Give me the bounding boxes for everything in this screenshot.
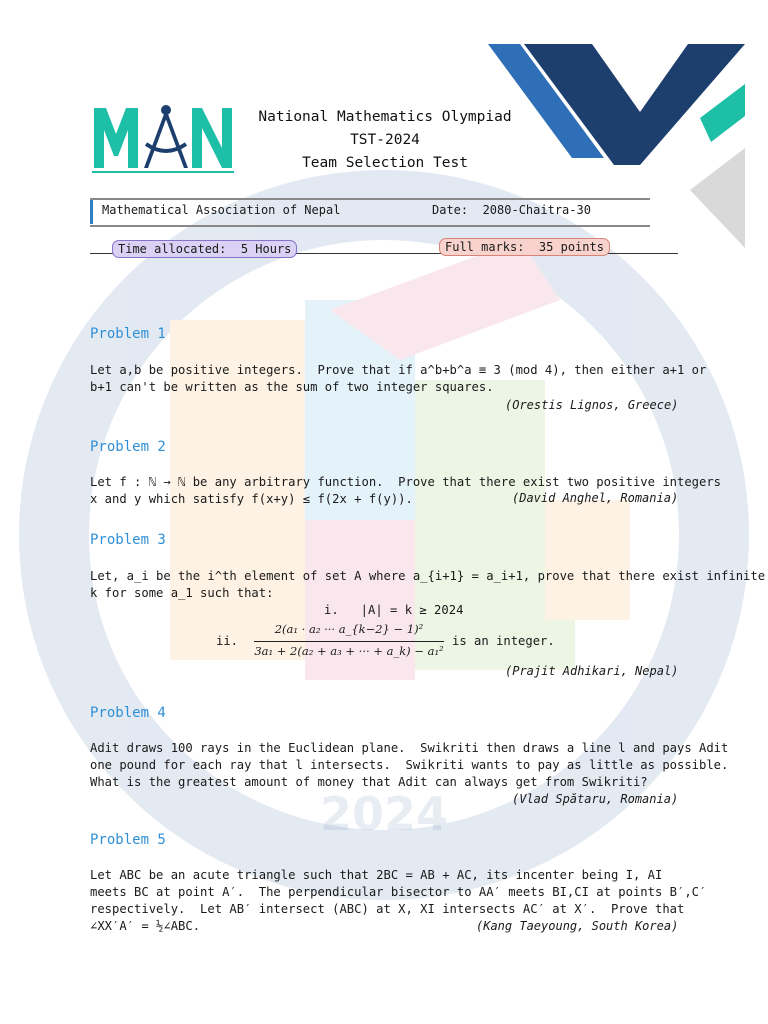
problem-2-author: (David Anghel, Romania)	[512, 491, 679, 505]
man-logo	[92, 100, 236, 172]
problem-4-line: What is the greatest amount of money that Adit can always get from Swikriti?	[90, 775, 648, 789]
problem-5-line: respectively. Let AB′ intersect (ABC) at X, XI intersects AC′ at X′. Prove that	[90, 902, 685, 916]
association-name: Mathematical Association of Nepal	[102, 203, 341, 217]
problem-3-line: Let, a_i be the i^th element of set A where a_{i+1} = a_i+1, prove that there exist infinite	[90, 569, 766, 583]
problem-4-line: Adit draws 100 rays in the Euclidean plane. Swikriti then draws a line l and pays Adit	[90, 741, 729, 755]
accent-bar	[90, 200, 93, 224]
olympiad-title	[230, 106, 540, 175]
problem-4-line: one pound for each ray that l intersects. Swikriti wants to pay as little as possible.	[90, 758, 729, 772]
fraction-bar	[254, 641, 444, 642]
problem-5-line: ∠XX′A′ = ½∠ABC.	[90, 919, 201, 933]
date-label: Date:	[432, 203, 469, 217]
svg-text:2024: 2024	[319, 787, 449, 841]
problem-1-line: b+1 can't be written as the sum of two integer squares.	[90, 380, 494, 394]
time-allocated-badge: Time allocated: 5 Hours	[112, 240, 297, 258]
divider	[90, 225, 650, 227]
problem-5-author: (Kang Taeyoung, South Korea)	[476, 919, 679, 933]
problem-4-author: (Vlad Spătaru, Romania)	[512, 792, 679, 806]
problem-1-text	[90, 362, 716, 396]
problem-3-heading: Problem 3	[90, 532, 166, 548]
item-2-tail: is an integer.	[452, 634, 555, 648]
problem-2-heading: Problem 2	[90, 439, 166, 455]
date-value: 2080-Chaitra-30	[482, 203, 591, 217]
problem-3-author: (Prajit Adhikari, Nepal)	[505, 664, 679, 678]
problem-2-line: Let f : ℕ → ℕ be any arbitrary function. Prove that there exist two positive integers	[90, 475, 722, 489]
problem-3-item-1: i. |A| = k ≥ 2024	[324, 603, 464, 617]
problem-3-text	[90, 568, 766, 602]
exam-date	[432, 203, 591, 217]
fraction-denominator: 3a₁ + 2(a₂ + a₃ + ··· + a_k) − a₁²	[254, 644, 444, 658]
problem-1-author: (Orestis Lignos, Greece)	[505, 398, 679, 412]
title-line-3: Team Selection Test	[302, 155, 468, 171]
item-2-label: ii.	[216, 634, 239, 648]
logo-underline	[92, 171, 234, 173]
problem-5-heading: Problem 5	[90, 832, 166, 848]
problem-4-text	[90, 740, 729, 791]
association-box	[90, 198, 650, 226]
problem-3-line: k for some a_1 such that:	[90, 586, 274, 600]
problem-1-heading: Problem 1	[90, 326, 166, 342]
problem-5-line: meets BC at point A′. The perpendicular bisector to AA′ meets BI,CI at points B′,C′	[90, 885, 707, 899]
problem-4-heading: Problem 4	[90, 705, 166, 721]
problem-3-item-2	[216, 622, 636, 666]
divider	[90, 198, 650, 200]
fraction-numerator: 2(a₁ · a₂ ··· a_{k−2} − 1)²	[274, 622, 424, 636]
title-line-1: National Mathematics Olympiad	[258, 109, 512, 125]
full-marks-badge: Full marks: 35 points	[439, 238, 610, 256]
problem-2-line: x and y which satisfy f(x+y) ≤ f(2x + f(y)).	[90, 492, 413, 506]
problem-5-line: Let ABC be an acute triangle such that 2BC = AB + AC, its incenter being I, AI	[90, 868, 663, 882]
title-line-2: TST-2024	[350, 132, 420, 148]
problem-1-line: Let a,b be positive integers. Prove that if a^b+b^a ≡ 3 (mod 4), then either a+1 or	[90, 363, 707, 377]
